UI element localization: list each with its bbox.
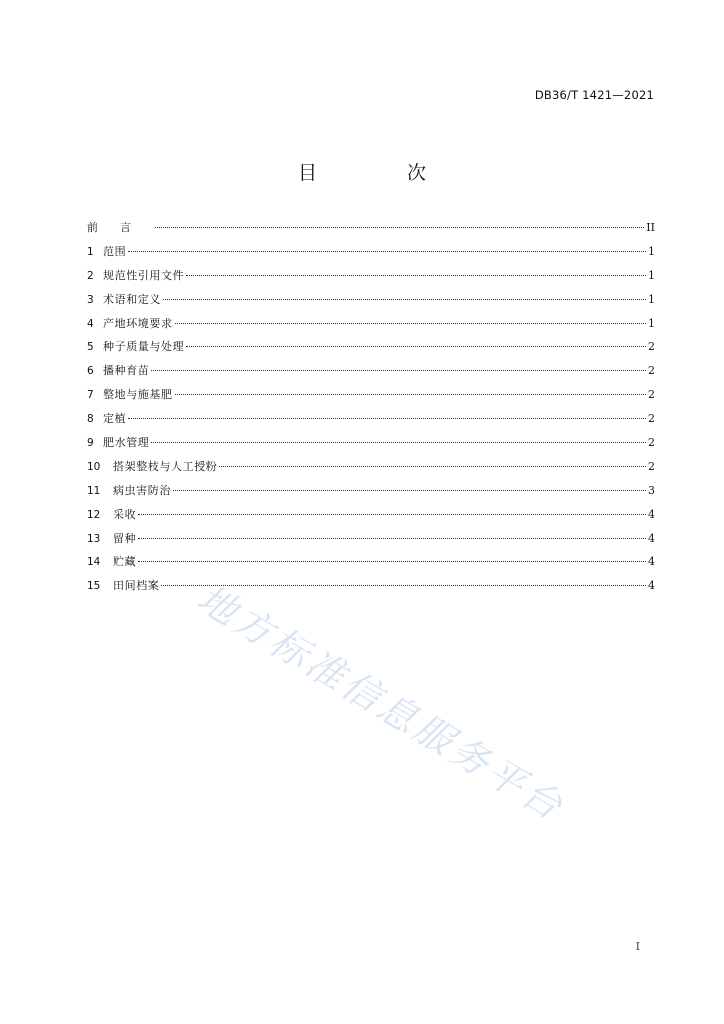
- toc-entry-page: 2: [648, 459, 655, 473]
- toc-dot-leader: [128, 418, 646, 419]
- toc-entry-number: 4: [87, 317, 94, 330]
- page-number: I: [635, 940, 640, 953]
- toc-dot-leader: [151, 442, 646, 443]
- toc-entry-number: 1: [87, 245, 94, 258]
- toc-entry-9[interactable]: [87, 434, 655, 458]
- toc-entry-page: 4: [648, 531, 655, 545]
- toc-entry-number: 13: [87, 532, 101, 545]
- toc-entry-preface[interactable]: [87, 219, 655, 243]
- toc-entry-page: 3: [648, 483, 655, 497]
- toc-dot-leader: [128, 251, 646, 252]
- toc-entry-number: 14: [87, 556, 101, 569]
- toc-entry-page: 2: [648, 388, 655, 402]
- toc-entry-text: 肥水管理: [103, 436, 150, 450]
- toc-entry-text: 贮藏: [113, 555, 137, 569]
- toc-entry-page: 4: [648, 579, 655, 593]
- toc-entry-number: 8: [87, 413, 94, 426]
- toc-entry-4[interactable]: [87, 315, 655, 339]
- toc-entry-page: 4: [648, 507, 655, 521]
- toc-entry-page: 1: [648, 268, 655, 282]
- toc-entry-number: 3: [87, 293, 94, 306]
- toc-entry-8[interactable]: [87, 410, 655, 434]
- toc-entry-text: 田间档案: [113, 579, 160, 593]
- toc-entry-text: 整地与施基肥: [103, 388, 173, 402]
- toc-entry-text: 留种: [113, 531, 137, 545]
- toc-entry-11[interactable]: [87, 482, 655, 506]
- toc-entry-7[interactable]: [87, 386, 655, 410]
- toc-entry-12[interactable]: [87, 506, 655, 530]
- toc-dot-leader: [175, 394, 646, 395]
- toc-entry-page: 1: [648, 316, 655, 330]
- toc-dot-leader: [138, 538, 646, 539]
- toc-entry-text: 范围: [103, 244, 127, 258]
- toc-dot-leader: [155, 227, 644, 228]
- toc-entry-text: 规范性引用文件: [103, 268, 185, 282]
- toc-dot-leader: [138, 514, 646, 515]
- toc-entry-text: 产地环境要求: [103, 316, 173, 330]
- toc-dot-leader: [161, 585, 646, 586]
- toc-entry-text: 播种育苗: [103, 364, 150, 378]
- toc-entry-page: 1: [648, 292, 655, 306]
- toc-entry-page: 2: [648, 364, 655, 378]
- toc-entry-number: 5: [87, 341, 94, 354]
- toc-entry-number: 12: [87, 508, 101, 521]
- toc-dot-leader: [175, 323, 646, 324]
- toc-entry-number: 11: [87, 484, 101, 497]
- toc-title: 目 次: [297, 162, 469, 184]
- toc-entry-6[interactable]: [87, 362, 655, 386]
- toc-dot-leader: [186, 346, 646, 347]
- toc-entry-page: 2: [648, 436, 655, 450]
- toc-entry-text: 前言: [87, 221, 153, 234]
- toc-entry-text: 病虫害防治: [113, 483, 171, 497]
- toc-entry-5[interactable]: [87, 338, 655, 362]
- toc-entry-text: 采收: [113, 507, 137, 521]
- toc-entry-number: 7: [87, 389, 94, 402]
- toc-entry-number: 2: [87, 269, 94, 282]
- toc-entry-text: 搭架整枝与人工授粉: [113, 459, 218, 473]
- toc-entry-10[interactable]: [87, 458, 655, 482]
- toc-dot-leader: [219, 466, 646, 467]
- toc-entry-number: 9: [87, 437, 94, 450]
- toc-entry-15[interactable]: [87, 577, 655, 601]
- toc-entry-text: 术语和定义: [103, 292, 161, 306]
- toc-dot-leader: [151, 370, 646, 371]
- watermark: 地方标准信息服务平台: [189, 575, 573, 831]
- toc-dot-leader: [138, 561, 646, 562]
- table-of-contents: [87, 219, 655, 601]
- toc-entry-page: 2: [648, 340, 655, 354]
- document-code: DB36/T 1421—2021: [534, 88, 654, 102]
- toc-entry-number: 15: [87, 580, 101, 593]
- toc-entry-13[interactable]: [87, 530, 655, 554]
- toc-dot-leader: [173, 490, 646, 491]
- toc-entry-14[interactable]: [87, 553, 655, 577]
- toc-entry-1[interactable]: [87, 243, 655, 267]
- toc-entry-number: 10: [87, 460, 101, 473]
- toc-entry-text: 定植: [103, 412, 127, 426]
- toc-dot-leader: [163, 299, 646, 300]
- toc-entry-page: 1: [648, 244, 655, 258]
- toc-entry-page: 2: [648, 412, 655, 426]
- toc-entry-page: 4: [648, 555, 655, 569]
- toc-entry-page: II: [646, 221, 655, 234]
- toc-entry-text: 种子质量与处理: [103, 340, 185, 354]
- toc-entry-number: 6: [87, 365, 94, 378]
- toc-entry-2[interactable]: [87, 267, 655, 291]
- toc-dot-leader: [186, 275, 646, 276]
- toc-entry-3[interactable]: [87, 291, 655, 315]
